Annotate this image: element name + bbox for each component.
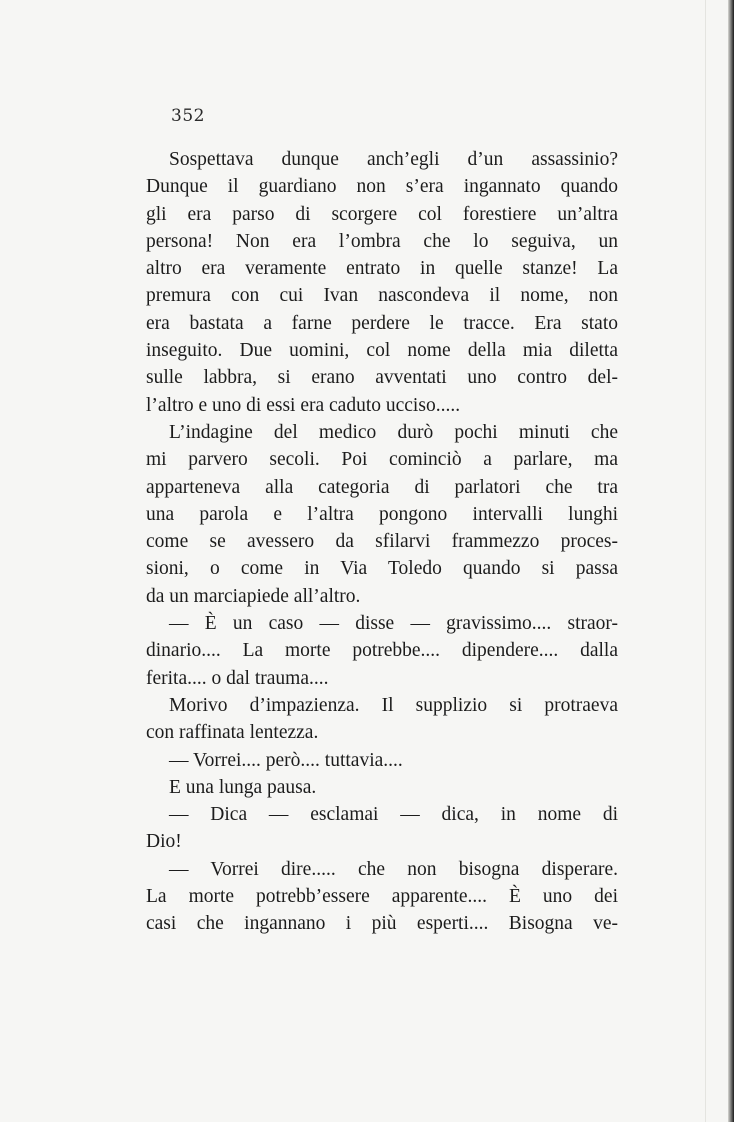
page-edge-shadow [728,0,734,1122]
text-line: — È un caso — disse — gravissimo.... straor- [169,613,618,635]
text-line: — Dica — esclamai — dica, in nome di [169,804,618,826]
text-line: da un marciapiede all’altro. [146,585,361,607]
text-line: inseguito. Due uomini, col nome della mia diletta [146,340,618,362]
text-line: come se avessero da sfilarvi frammezzo proces- [146,531,618,553]
text-line: premura con cui Ivan nascondeva il nome, non [146,285,618,307]
text-line: dinario.... La morte potrebbe.... dipendere.... dalla [146,640,618,662]
text-line: gli era parso di scorgere col forestiere un’altra [146,203,618,225]
text-line: apparteneva alla categoria di parlatori che tra [146,476,618,498]
text-line: La morte potrebb’essere apparente.... È uno dei [146,886,618,908]
text-line: — Vorrei dire..... che non bisogna disperare. [169,858,618,880]
text-line: altro era veramente entrato in quelle stanze! La [146,258,618,280]
text-line: sioni, o come in Via Toledo quando si passa [146,558,618,580]
text-line: L’indagine del medico durò pochi minuti che [169,421,618,443]
body-text [146,146,618,938]
text-line: persona! Non era l’ombra che lo seguiva, un [146,230,618,252]
text-line: l’altro e uno di essi era caduto ucciso..... [146,394,461,416]
text-line: mi parvero secoli. Poi cominciò a parlare, ma [146,449,618,471]
text-line: era bastata a farne perdere le tracce. Era stato [146,312,618,334]
text-line: Morivo d’impazienza. Il supplizio si protraeva [169,694,618,716]
text-line: — Vorrei.... però.... tuttavia.... [169,749,403,771]
page-fold-line [705,0,706,1122]
text-line: Sospettava dunque anch’egli d’un assassinio? [169,149,618,170]
text-line: con raffinata lentezza. [146,722,319,744]
text-line: sulle labbra, si erano avventati uno contro del- [146,367,618,389]
text-line: casi che ingannano i più esperti.... Bisogna ve- [146,913,618,935]
text-line: Dio! [146,831,182,853]
text-line: Dunque il guardiano non s’era ingannato quando [146,176,618,198]
page-number: 352 [171,106,205,126]
text-line: ferita.... o dal trauma.... [146,667,329,689]
text-line: E una lunga pausa. [169,776,317,798]
text-line: una parola e l’altra pongono intervalli lunghi [146,503,618,525]
